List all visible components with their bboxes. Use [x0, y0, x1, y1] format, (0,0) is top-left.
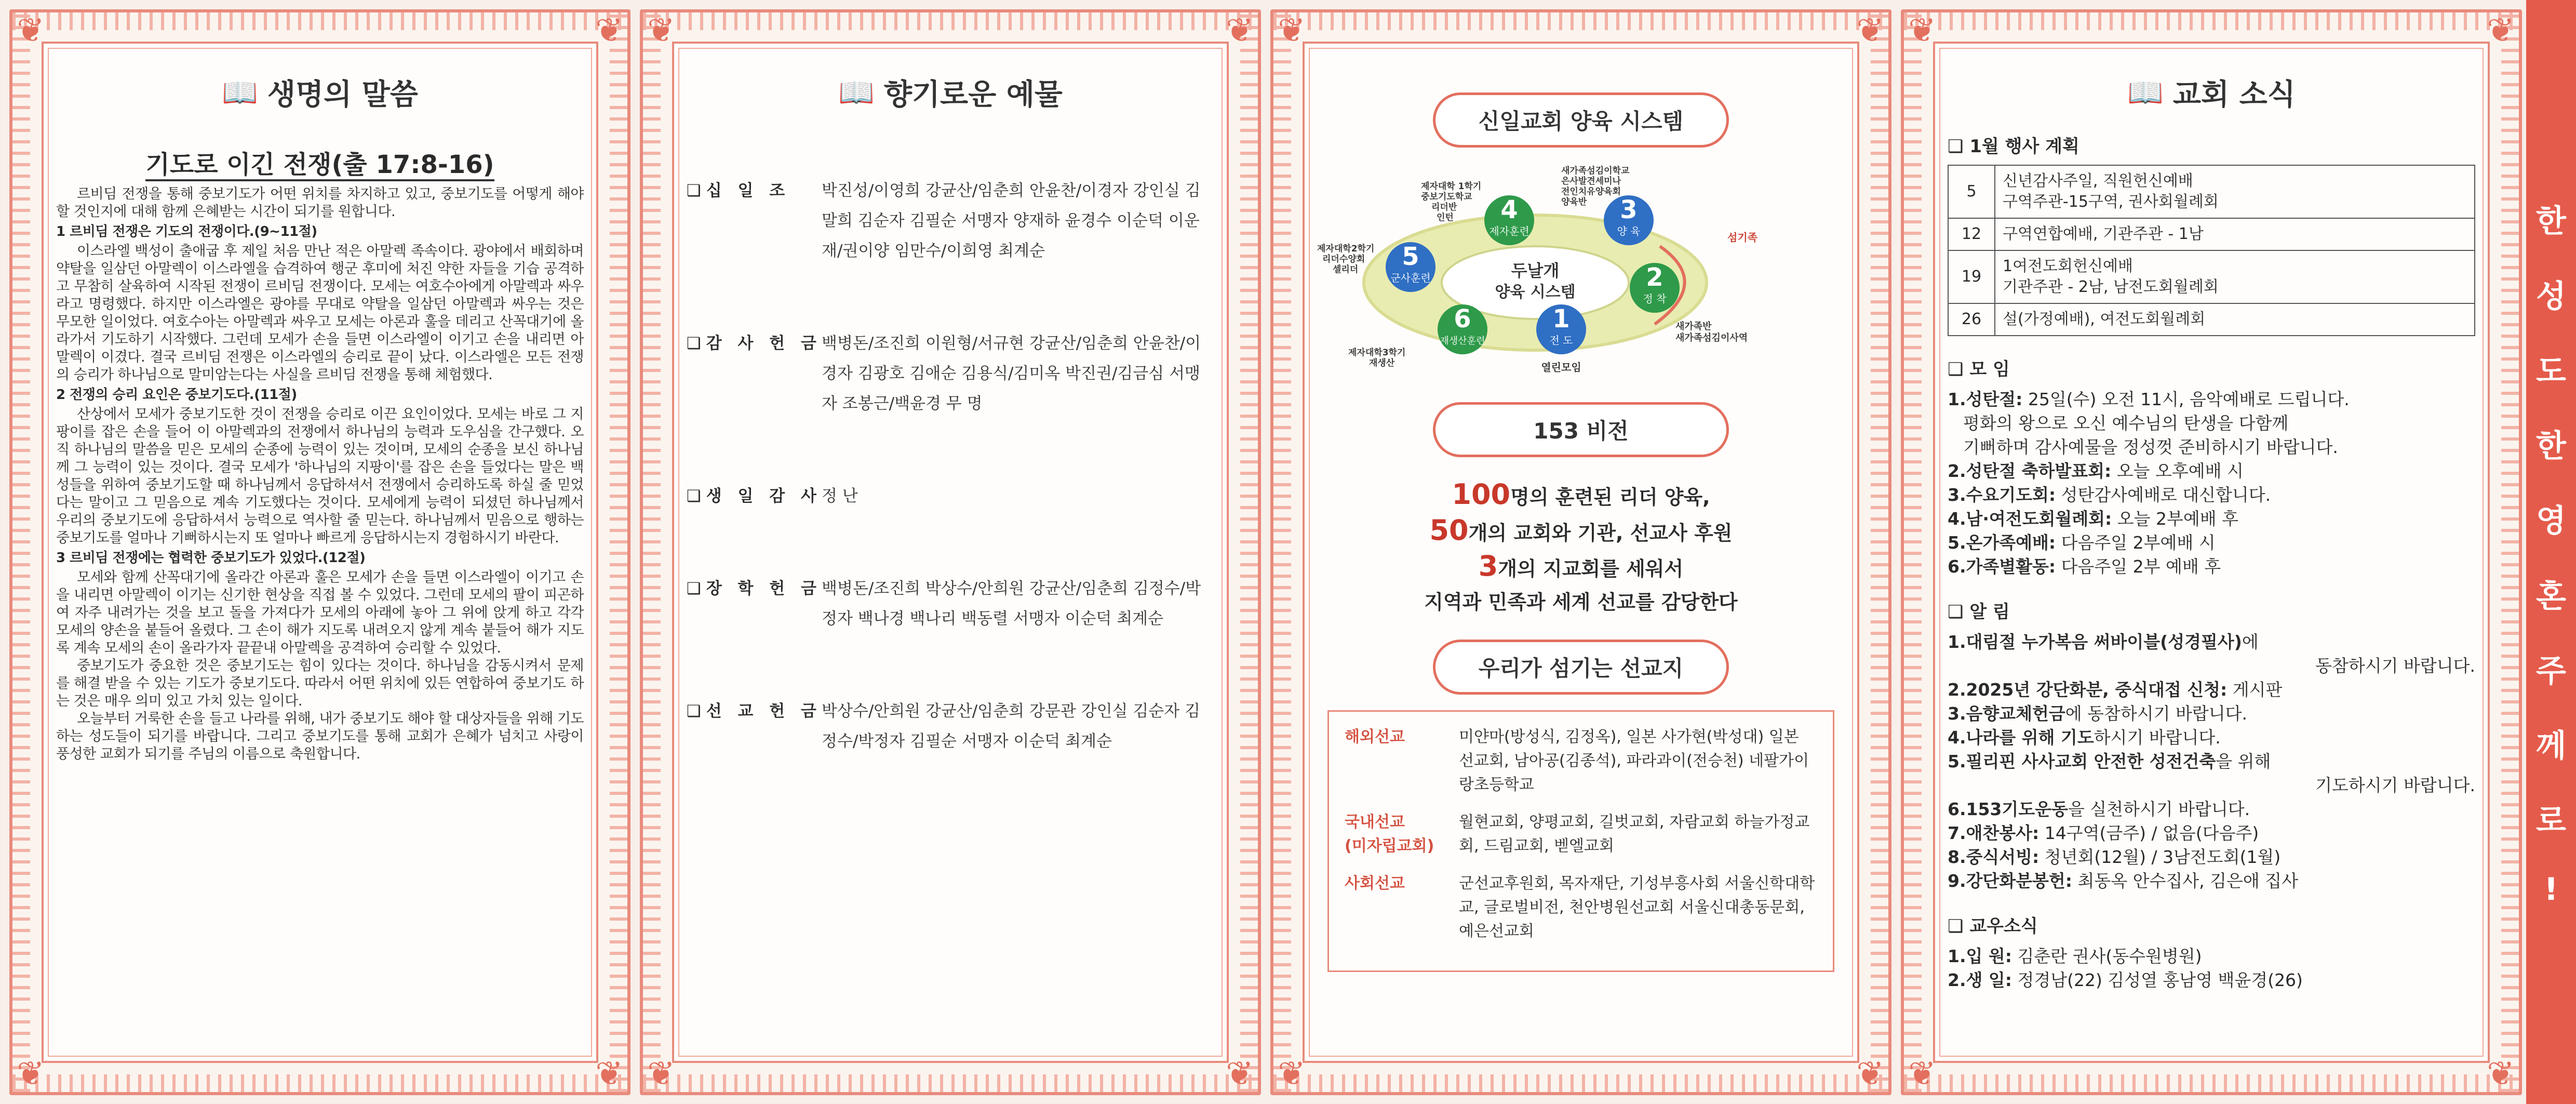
center-label-2: 양육 시스템: [1495, 283, 1576, 301]
step-desc: 리더수양회: [1322, 254, 1365, 264]
nurture-system-diagram: [1317, 158, 1845, 387]
offering-row: [687, 481, 1214, 511]
step-number: 2: [1646, 263, 1663, 292]
step-name: 전 도: [1549, 334, 1573, 347]
slogan-char: 영: [2536, 503, 2566, 540]
step-name: 정 착: [1643, 292, 1667, 305]
list-item: 5.필리핀 사사교회 안전한 성전건축을 위해: [1948, 751, 2271, 772]
step-number: 1: [1552, 304, 1570, 334]
step-desc: 열린모임: [1541, 361, 1581, 374]
panel-title: [56, 72, 584, 113]
sermon-paragraph: 중보기도가 중요한 것은 중보기도는 힘이 있다는 것이다. 하나님을 감동시켜서 문제를 해결 받을 수 있는 기도가 중보기도다. 따라서 어떤 위치에 있든 연합하여 중보기도 하는 것은 매우 의미 있고 가치 있는 일이다.: [56, 658, 584, 709]
corner-ornament-icon: ❦: [1856, 11, 1884, 50]
offering-names: 박상수/안희원 강균산/임춘희 강문관 강인실 김순자 김정수/박정자 김필순 서맹자 이순덕 최계순: [822, 702, 1200, 751]
meetings-list: [1948, 388, 2475, 579]
offering-label: ❑선 교 헌 금: [687, 702, 822, 721]
offering-row: [687, 696, 1214, 756]
corner-ornament-icon: ❦: [1278, 1055, 1306, 1093]
corner-ornament-icon: ❦: [2487, 11, 2515, 50]
step-desc: 제자대학2학기: [1317, 244, 1375, 254]
panel-vision: [1270, 9, 1891, 1095]
list-item: 9.강단화분봉헌: 최동옥 안수집사, 김은애 집사: [1948, 871, 2298, 891]
corner-ornament-icon: ❦: [1226, 11, 1254, 50]
corner-ornament-icon: ❦: [1908, 11, 1936, 50]
bible-cross-icon: 📖: [2127, 76, 2164, 110]
step-name: 제자훈련: [1489, 225, 1530, 237]
step-desc: 인턴: [1437, 212, 1454, 223]
step-desc: 새가족반: [1675, 321, 1712, 332]
list-item: 평화의 왕으로 오신 예수님의 탄생을 다함께: [1963, 413, 2289, 433]
table-row: 26 설(가정예배), 여전도회월례회: [1948, 303, 2475, 336]
offering-row: [687, 328, 1214, 419]
slogan-char: 성: [2536, 278, 2566, 315]
corner-ornament-icon: ❦: [1278, 11, 1306, 50]
events-title: ❑ 1월 행사 계획: [1948, 136, 2079, 157]
sermon-paragraph: 오늘부터 거룩한 손을 들고 나라를 위해, 내가 중보기도 해야 할 대상자들을 위해 기도하는 성도들이 되기를 바랍니다. 그리고 중보기도를 통해 교회가 은혜가 넘치고 사랑이 풍성한 교회가 되기를 주님의 이름으로 축원합니다.: [56, 711, 584, 762]
sermon-paragraph: 모세와 함께 산꼭대기에 올라간 아론과 훌은 모세가 손을 들면 이스라엘이 이기고 손을 내리면 아말렉이 이기는 신기한 현상을 직접 볼 수 있었다. 그런데 모세의 팔이 피곤하여 자주 내려가는 것을 보고 돌을 가져다가 모세의 아래에 놓아 그 위에 앉게 하고 각각 모세의 양손을 붙들어 올렸다. 그 손이 해가 지도록 내려오지 않게 계속 붙들어 해가 지도록 계속 모세의 손이 올라가자 끝끝내 아말렉을 공격하여 승리할 수 있었다.: [56, 569, 584, 656]
step-name: 양 육: [1617, 225, 1641, 237]
list-item: 2.생 일: 정경남(22) 김성열 홍남영 백윤경(26): [1948, 970, 2303, 990]
offering-row: [687, 574, 1214, 634]
sermon-section-2: 2 전쟁의 승리 요인은 중보기도다.(11절): [56, 387, 297, 403]
step-desc: 양육반: [1561, 197, 1587, 207]
sermon-paragraph: 산상에서 모세가 중보기도한 것이 전쟁을 승리로 이끈 요인이었다. 모세는 바로 그 지팡이를 잡은 손을 들어 이 아말렉과의 전쟁에서 하나님의 능력과 도우심을 간구했다. 오직 하나님의 말씀을 믿은 모세의 순종에 능력이 있는 것이며, 모세의 순종을 보신 하나님께 그 능력이 있는 것이다. 결국 모세가 '하나님의 지팡이'를 잡은 손을 들었다는 말은 백성들을 위하여 중보기도할 때 하나님께서 응답하셔서 전쟁에서 승리하도록 하실 줄 믿었다는 말이고 그 믿음으로 계속 기도했다는 것이다. 모세에게 능력이 되셨던 하나님께서 우리의 중보기도에 응답하셔서 능력으로 역사할 줄 믿는다. 하나님께서 믿음으로 행하는 중보기도를 얼마나 기뻐하시는지 또 얼마나 빠르게 응답하시는지 경험하시기 바란다.: [56, 406, 584, 546]
notices-list: [1948, 630, 2475, 893]
panel-title-text: 향기로운 예물: [883, 78, 1063, 112]
mission-list: [1327, 710, 1834, 972]
step-desc: 재생산: [1369, 358, 1395, 368]
panel-church-news: [1901, 9, 2522, 1095]
corner-ornament-icon: ❦: [1856, 1055, 1884, 1093]
mission-category: 사회선교: [1345, 874, 1405, 893]
list-item: 1.입 원: 김춘란 권사(동수원병원): [1948, 946, 2202, 966]
corner-ornament-icon: ❦: [595, 1055, 623, 1093]
offering-names: 백병돈/조진희 이원형/서규현 강균산/임춘희 안윤찬/이경자 김광호 김애순 김용식/김미옥 박진권/김금심 서맹자 조봉근/백윤경 무 명: [822, 334, 1201, 413]
slogan-char: 주: [2536, 653, 2566, 689]
list-item: 6.가족별활동: 다음주일 2부 예배 후: [1948, 556, 2221, 577]
step-desc: 셀리더: [1333, 264, 1359, 275]
list-item: 5.온가족예배: 다음주일 2부예배 시: [1948, 533, 2216, 553]
list-item: 3.음향교체헌금에 동참하시기 바랍니다.: [1948, 703, 2248, 724]
table-row: 5 신년감사주일, 직원헌신예배 구역주관-15구역, 권사회월례회: [1948, 165, 2475, 218]
sermon-section-3: 3 르비딤 전쟁에는 협력한 중보기도가 있었다.(12절): [56, 550, 366, 566]
step-desc: 새가족섬김이사역: [1675, 332, 1748, 343]
offering-names: 박진성/이영희 강균산/임춘희 안윤찬/이경자 강인실 김말희 김순자 김필순 서맹자 양재하 윤경수 이순덕 이운재/권이양 임만수/이희영 최계순: [822, 181, 1201, 260]
step-number: 4: [1500, 195, 1518, 224]
slogan-char: 께: [2536, 728, 2566, 765]
system-title: 신일교회 양육 시스템: [1433, 92, 1729, 148]
vision-line: 지역과 민족과 세계 선교를 감당한다: [1424, 591, 1738, 614]
corner-ornament-icon: ❦: [17, 1055, 45, 1093]
mission-row: [1345, 725, 1817, 797]
step-desc: 제자대학3학기: [1348, 348, 1406, 358]
slogan-char: 혼: [2536, 578, 2566, 615]
offering-label: ❑감 사 헌 금: [687, 334, 822, 353]
list-item: 6.153기도운동을 실천하시기 바랍니다.: [1948, 799, 2250, 819]
sermon-title: 기도로 이긴 전쟁(출 17:8-16): [56, 144, 584, 180]
vision-statement: [1317, 478, 1845, 619]
list-item: 1.대림절 누가복음 써바이블(성경필사)에: [1948, 632, 2259, 652]
members-list: [1948, 945, 2475, 992]
panel-offerings: [640, 9, 1261, 1095]
mission-desc: 미얀마(방성식, 김정옥), 일본 사가현(박성대) 일본 선교회, 남아공(김종석), 파라과이(전승천) 네팔가이랑초등학교: [1459, 728, 1809, 794]
offering-label: ❑생 일 감 사: [687, 487, 822, 506]
panel-title: [1948, 72, 2475, 113]
mission-row: [1345, 872, 1817, 943]
panel-sermon: [9, 9, 630, 1095]
step-desc: 새가족섬김이학교: [1561, 166, 1630, 176]
offering-names: 백병돈/조진희 박상수/안희원 강균산/임춘희 김정수/박정자 백나경 백나리 백동렬 서맹자 이순덕 최계순: [822, 579, 1201, 628]
list-item: 2.성탄절 축하발표회: 오늘 오후예배 시: [1948, 461, 2244, 481]
list-item: 7.애찬봉사: 14구역(금주) / 없음(다음주): [1948, 823, 2259, 843]
list-item: 1.성탄절: 25일(수) 오전 11시, 음악예배로 드립니다.: [1948, 389, 2350, 409]
bible-cross-icon: 📖: [838, 76, 875, 110]
slogan-char: !: [2544, 871, 2558, 908]
center-label: 두날개: [1511, 261, 1560, 281]
mission-desc: 월현교회, 양평교회, 길벗교회, 자람교회 하늘가정교회, 드림교회, 벧엘교회: [1459, 813, 1810, 855]
step-number: 6: [1454, 304, 1471, 334]
list-item: 2.2025년 강단화분, 중식대접 신청: 게시판: [1948, 680, 2283, 700]
slogan-char: 한: [2536, 203, 2566, 240]
vision-line: 3개의 지교회를 세워서: [1478, 550, 1684, 582]
meetings-title: ❑ 모 임: [1948, 359, 2010, 380]
corner-ornament-icon: ❦: [1908, 1055, 1936, 1093]
panel-title-text: 생명의 말씀: [267, 78, 418, 112]
offering-row: [687, 176, 1214, 266]
slogan-char: 도: [2536, 353, 2566, 390]
step-desc: 전인치유양육회: [1561, 187, 1621, 197]
mission-title: 우리가 섬기는 선교지: [1433, 640, 1729, 695]
sermon-section-1: 1 르비딤 전쟁은 기도의 전쟁이다.(9~11절): [56, 224, 317, 240]
members-title: ❑ 교우소식: [1948, 916, 2038, 937]
notices-title: ❑ 알 림: [1948, 602, 2010, 622]
list-item: 8.중식서빙: 청년회(12월) / 3남전도회(1월): [1948, 847, 2281, 867]
list-item: 기도하시기 바랍니다.: [2315, 775, 2475, 795]
panel-title-text: 교회 소식: [2172, 78, 2296, 112]
step-number: 3: [1620, 195, 1638, 224]
corner-ornament-icon: ❦: [595, 11, 623, 50]
step-number: 5: [1402, 242, 1419, 271]
slogan-char: 로: [2536, 803, 2566, 840]
table-row: 19 1여전도회헌신예배 기관주관 - 2남, 남전도회월례회: [1948, 250, 2475, 303]
slogan-char: 한: [2536, 428, 2566, 465]
bible-cross-icon: 📖: [222, 76, 258, 110]
offering-label: ❑장 학 헌 금: [687, 579, 822, 598]
vision-line: 100명의 훈련된 리더 양육,: [1452, 478, 1710, 511]
vertical-slogan: [2526, 0, 2576, 1104]
corner-ornament-icon: ❦: [647, 11, 675, 50]
step-desc: 은사발견세미나: [1561, 176, 1621, 187]
offering-label: ❑십 일 조: [687, 181, 790, 200]
sermon-paragraph: 이스라엘 백성이 출애굽 후 제일 처음 만난 적은 아말렉 족속이다. 광야에서 배회하며 약탈을 일삼던 아말렉이 이스라엘을 습격하여 행군 후미에 처진 약한 자들을 기습 공격하고 무참히 살육하여 시작된 전쟁이 르비딤 전쟁이다. 모세는 여호수아에게 아말렉과 싸우라고 명령했다. 하지만 이스라엘은 광야를 무대로 약탈을 일삼던 아말렉과 싸우는 것은 무모한 일이었다. 여호수아는 아말렉과 싸우고 모세는 아론과 훌을 데리고 산꼭대기에 올라가서 기도하기 시작했다. 그런데 모세가 손을 들면 이스라엘이 이기고 손을 내리면 아말렉이 이겼다. 결국 르비딤 전쟁은 이스라엘의 승리로 끝이 났다. 이스라엘은 모든 전쟁의 승리가 하나님으로 말미암는다는 사실을 르비딤 전쟁을 통해 체험했다.: [56, 243, 584, 383]
side-label: 섬기족: [1727, 231, 1757, 244]
vision-line: 50개의 교회와 기관, 선교사 후원: [1429, 514, 1733, 547]
corner-ornament-icon: ❦: [17, 11, 45, 50]
corner-ornament-icon: ❦: [1226, 1055, 1254, 1093]
mission-category: 해외선교: [1345, 728, 1405, 746]
list-item: 3.수요기도회: 성탄감사예배로 대신합니다.: [1948, 485, 2271, 505]
mission-row: [1345, 810, 1817, 858]
corner-ornament-icon: ❦: [647, 1055, 675, 1093]
offering-names: 정 난: [822, 487, 858, 506]
vision-title: 153 비전: [1433, 402, 1729, 457]
list-item: 동참하시기 바랍니다.: [2315, 656, 2475, 676]
step-name: 군사훈련: [1390, 272, 1431, 284]
table-row: 12 구역연합예배, 기관주관 - 1남: [1948, 218, 2475, 250]
mission-desc: 군선교후원회, 목자재단, 기성부흥사회 서울신학대학교, 글로벌비전, 천안병원선교회 서울신대총동문회, 예은선교회: [1459, 874, 1815, 940]
corner-ornament-icon: ❦: [2487, 1055, 2515, 1093]
step-name: 재생산훈련: [1440, 336, 1485, 347]
mission-category: 국내선교 (미자립교회): [1345, 813, 1434, 855]
panel-title: [687, 72, 1214, 113]
step-desc: 중보기도학교: [1421, 192, 1472, 202]
step-desc: 제자대학 1학기: [1421, 181, 1482, 192]
step-desc: 리더반: [1431, 202, 1457, 212]
list-item: 4.나라를 위해 기도하시기 바랍니다.: [1948, 727, 2221, 748]
events-table: [1948, 165, 2475, 336]
list-item: 4.남·여전도회월례회: 오늘 2부예배 후: [1948, 509, 2238, 529]
sermon-intro: 르비딤 전쟁을 통해 중보기도가 어떤 위치를 차지하고 있고, 중보기도를 어떻게 해야 할 것인지에 대해 함께 은혜받는 시간이 되기를 원합니다.: [56, 186, 584, 220]
list-item: 기뻐하며 감사예물을 정성껏 준비하시기 바랍니다.: [1963, 437, 2338, 457]
